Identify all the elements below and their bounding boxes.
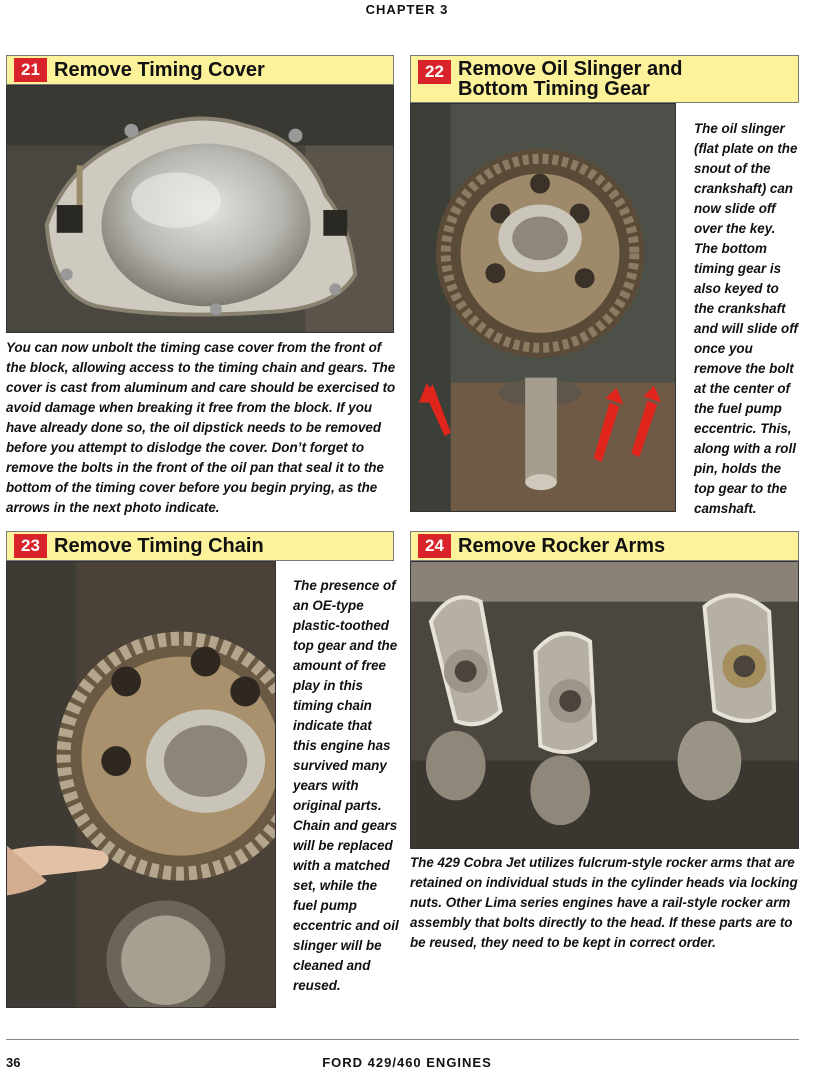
book-title: FORD 429/460 ENGINES — [322, 1055, 492, 1070]
step-number-22: 22 — [418, 60, 451, 84]
step-number-23: 23 — [14, 534, 47, 558]
caption-23: The presence of an OE-type plastic-toothed top gear and the amount of free play in this timing chain indicate that this engine has survived many years with original parts. Chain and gears will be replaced with a matched set, while the fuel pump eccentric and oil slinger will be cleaned and reused. — [293, 578, 399, 993]
step-title-22 — [458, 59, 683, 99]
section-24-header — [410, 531, 799, 561]
photo-timing-cover — [6, 85, 394, 333]
photo-rocker-arms — [410, 561, 799, 849]
step-title-22-line1: Remove Oil Slinger and — [458, 58, 683, 80]
photo-timing-chain — [6, 561, 276, 1008]
step-number-21: 21 — [14, 58, 47, 82]
step-title-22-line2: Bottom Timing Gear — [458, 78, 650, 100]
step-title-23: Remove Timing Chain — [54, 535, 264, 557]
caption-22: The oil slinger (flat plate on the snout of the crankshaft) can now slide off over the key. The bottom timing gear is also keyed to the crankshaft and will slide off once you remove the bolt at the center of the fuel pump eccentric. This, along with a roll pin, holds the top gear to the camshaft. — [694, 121, 798, 516]
step-title-24: Remove Rocker Arms — [458, 535, 666, 557]
section-22-header — [410, 55, 799, 103]
photo-oil-slinger — [410, 103, 676, 512]
section-23-header — [6, 531, 394, 561]
chapter-heading: CHAPTER 3 — [365, 2, 449, 17]
page-number: 36 — [6, 1055, 21, 1070]
step-number-24: 24 — [418, 534, 451, 558]
step-title-21: Remove Timing Cover — [54, 59, 265, 81]
section-21-header — [6, 55, 394, 85]
caption-21: You can now unbolt the timing case cover from the front of the block, allowing access to the timing chain and gears. The cover is cast from aluminum and care should be exercised to avoid damage when breaking it free from the block. If you have already done so, the oil dipstick needs to be removed before you attempt to dislodge the cover. Don’t forget to remove the bolts in the front of the oil pan that seal it to the bottom of the timing cover before you begin prying, as the arrows in the next photo indicate. — [6, 340, 396, 515]
footer-divider — [6, 1039, 799, 1040]
caption-24: The 429 Cobra Jet utilizes fulcrum-style rocker arms that are retained on individual studs in the cylinder heads via locking nuts. Other Lima series engines have a rail-style rocker arm assembly that bolts directly to the head. If these parts are to be reused, they need to be kept in correct order. — [410, 855, 798, 950]
